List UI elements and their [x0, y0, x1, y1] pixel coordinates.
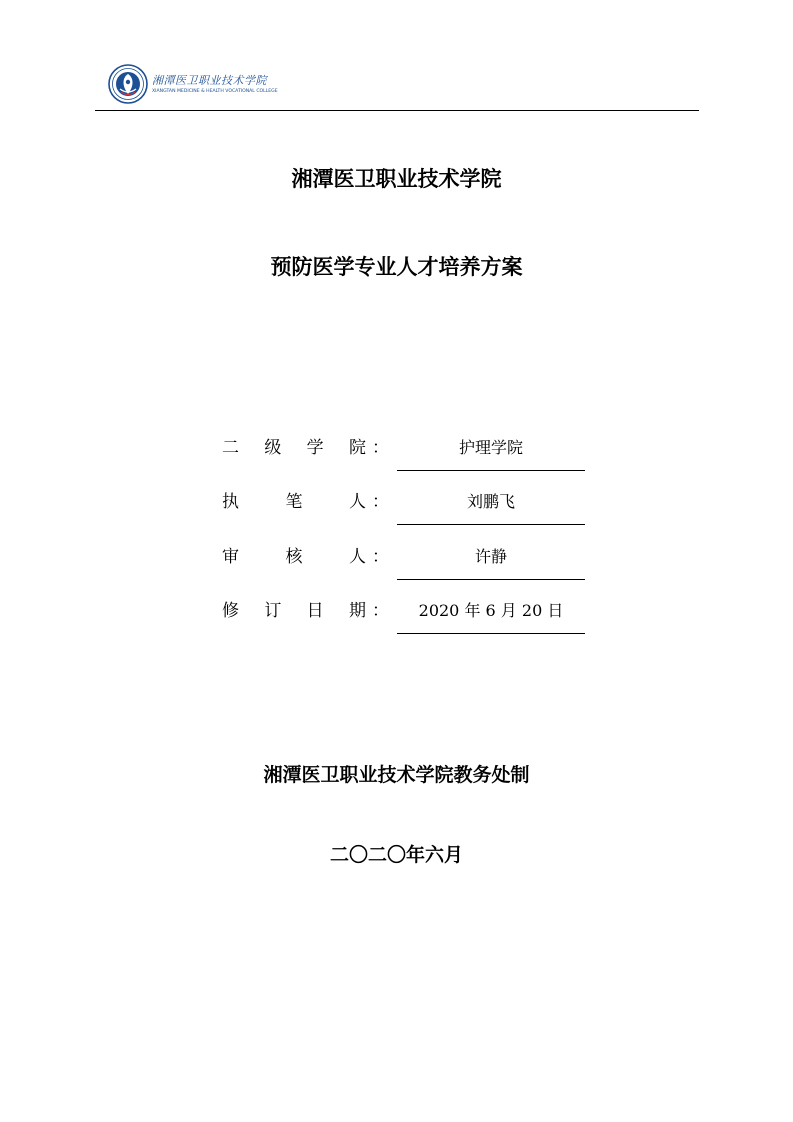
- label-char: 人: [349, 547, 366, 567]
- document-title: 预防医学专业人才培养方案: [270, 255, 523, 279]
- issuer-line: 湘潭医卫职业技术学院教务处制: [263, 764, 530, 786]
- info-row-revision-date: [222, 599, 602, 639]
- institution-title: 湘潭医卫职业技术学院: [291, 167, 502, 191]
- info-label: [222, 436, 366, 460]
- label-char: 级: [264, 438, 282, 458]
- info-underline: [397, 470, 585, 471]
- info-colon: ：: [372, 438, 389, 458]
- info-value-department: 护理学院: [458, 438, 523, 457]
- label-char: 审: [222, 547, 239, 567]
- logo-chinese-name: 湘潭医卫职业技术学院: [152, 73, 267, 87]
- issue-date: 二〇二〇年六月: [329, 844, 463, 866]
- info-value-author: 刘鹏飞: [466, 492, 515, 511]
- info-row-author: [222, 490, 602, 530]
- label-char: 院: [348, 438, 366, 458]
- page-header: [108, 62, 278, 106]
- info-label: [222, 545, 366, 569]
- label-char: 日: [306, 601, 324, 621]
- info-underline: [397, 579, 585, 580]
- header-divider: [95, 110, 699, 111]
- info-row-department: [222, 436, 602, 476]
- info-underline: [397, 633, 585, 634]
- info-value-revision-date: 2020 年 6 月 20 日: [418, 601, 564, 620]
- info-colon: ：: [372, 492, 389, 512]
- label-char: 期: [348, 601, 366, 621]
- info-row-reviewer: [222, 545, 602, 585]
- college-emblem-icon: [108, 64, 148, 104]
- label-char: 学: [306, 438, 324, 458]
- label-char: 笔: [285, 492, 303, 512]
- label-char: 二: [222, 438, 239, 458]
- label-char: 核: [285, 547, 303, 567]
- label-char: 执: [222, 492, 239, 512]
- label-char: 修: [222, 601, 239, 621]
- label-char: 人: [349, 492, 366, 512]
- label-char: 订: [264, 601, 282, 621]
- info-label: [222, 599, 366, 623]
- info-colon: ：: [372, 547, 389, 567]
- info-colon: ：: [372, 601, 389, 621]
- info-label: [222, 490, 366, 514]
- info-underline: [397, 524, 585, 525]
- logo-english-name: XIANGTAN MEDICINE & HEALTH VOCATIONAL COLLEGE: [152, 88, 278, 94]
- info-value-reviewer: 许静: [474, 547, 507, 566]
